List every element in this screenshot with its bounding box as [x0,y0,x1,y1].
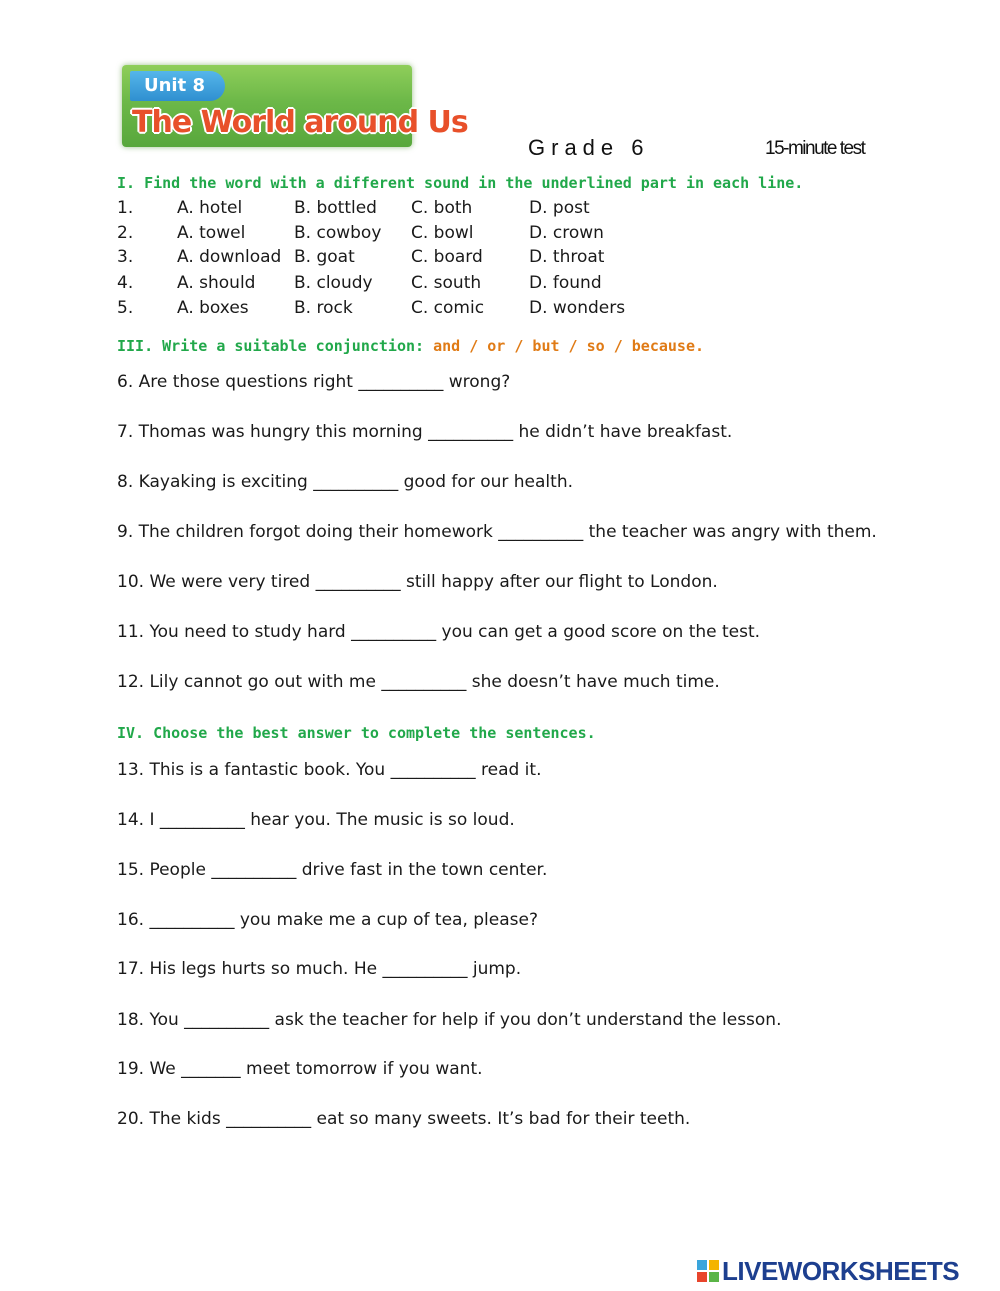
question-number: 4. [117,273,134,293]
option-c[interactable]: C. board [411,247,483,267]
logo-wordmark: LIVEWORKSHEETS [722,1255,960,1286]
liveworksheets-logo [697,1257,959,1285]
option-d[interactable]: D. wonders [529,298,626,318]
option-a[interactable]: A. download [177,247,282,267]
option-c[interactable]: C. both [411,198,473,218]
question-18[interactable]: 18. You __________ ask the teacher for help if you don’t understand the lesson. [117,1010,782,1030]
liveworksheets-logo-icon [697,1260,719,1282]
unit-tag: Unit 8 [130,71,225,101]
conjunction-options: and / or / but / so / because. [433,337,705,355]
option-d[interactable]: D. post [529,198,590,218]
unit-banner [122,65,468,147]
question-19[interactable]: 19. We _______ meet tomorrow if you want. [117,1059,483,1079]
question-13[interactable]: 13. This is a fantastic book. You __________ read it. [117,760,542,780]
option-b[interactable]: B. bottled [294,198,377,218]
option-b[interactable]: B. rock [294,298,353,318]
question-9[interactable]: 9. The children forgot doing their homework __________ the teacher was angry with them. [117,522,877,542]
option-b[interactable]: B. cowboy [294,223,382,243]
question-16[interactable]: 16. __________ you make me a cup of tea, please? [117,910,538,930]
option-c[interactable]: C. comic [411,298,485,318]
question-17[interactable]: 17. His legs hurts so much. He __________ jump. [117,959,522,979]
question-10[interactable]: 10. We were very tired __________ still happy after our flight to London. [117,572,718,592]
option-b[interactable]: B. cloudy [294,273,373,293]
option-a[interactable]: A. towel [177,223,246,243]
option-d[interactable]: D. found [529,273,602,293]
question-number: 2. [117,223,134,243]
section-3-heading [117,337,704,355]
test-type-label: 15-minute test [765,138,865,159]
section-4-heading: IV. Choose the best answer to complete the sentences. [117,724,596,742]
option-a[interactable]: A. should [177,273,256,293]
question-20[interactable]: 20. The kids __________ eat so many sweets. It’s bad for their teeth. [117,1109,691,1129]
grade-label: Grade 6 [528,135,650,160]
question-6[interactable]: 6. Are those questions right __________ wrong? [117,372,511,392]
option-d[interactable]: D. crown [529,223,604,243]
option-c[interactable]: C. south [411,273,482,293]
option-d[interactable]: D. throat [529,247,605,267]
question-15[interactable]: 15. People __________ drive fast in the town center. [117,860,548,880]
question-12[interactable]: 12. Lily cannot go out with me __________ she doesn’t have much time. [117,672,720,692]
section-3-title: III. Write a suitable conjunction: [117,337,425,355]
question-number: 1. [117,198,134,218]
option-c[interactable]: C. bowl [411,223,474,243]
section-1-heading: I. Find the word with a different sound in the underlined part in each line. [117,174,804,192]
question-14[interactable]: 14. I __________ hear you. The music is so loud. [117,810,515,830]
question-number: 3. [117,247,134,267]
question-11[interactable]: 11. You need to study hard __________ you can get a good score on the test. [117,622,761,642]
option-a[interactable]: A. boxes [177,298,249,318]
question-number: 5. [117,298,134,318]
option-a[interactable]: A. hotel [177,198,243,218]
unit-title: The World around Us [132,105,468,140]
option-b[interactable]: B. goat [294,247,355,267]
question-7[interactable]: 7. Thomas was hungry this morning __________ he didn’t have breakfast. [117,422,733,442]
question-8[interactable]: 8. Kayaking is exciting __________ good for our health. [117,472,573,492]
